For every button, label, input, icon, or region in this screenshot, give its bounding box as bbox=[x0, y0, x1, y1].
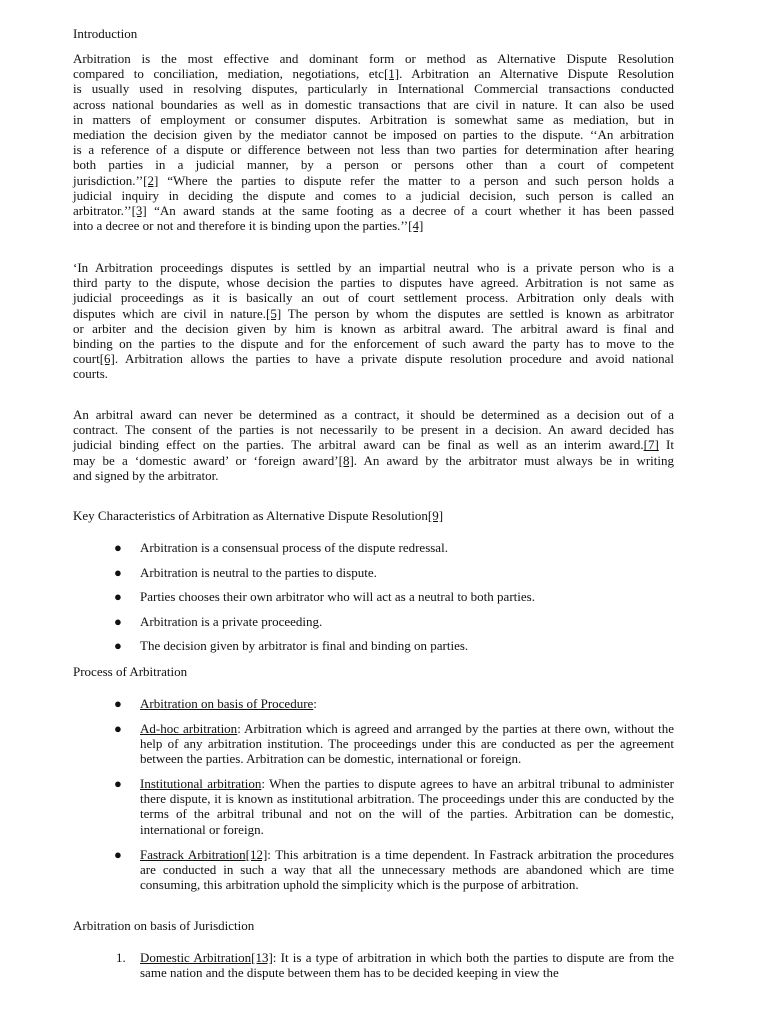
paragraph-line bbox=[73, 81, 674, 96]
footnote-ref-9[interactable]: [9] bbox=[427, 508, 444, 523]
fastrack-text: : This arbitration is a time dependent. In Fastrack arbitration the procedures are conducted in such a way that all the unnecessary methods are abandoned which are time consuming, this arbitration uphold the simplicity which is the purpose of arbitration. bbox=[140, 847, 674, 893]
paragraph-line bbox=[73, 407, 674, 422]
line-text: into a decree or not and therefore it is binding upon the parties.’’ bbox=[73, 218, 409, 234]
line-text-continued: It bbox=[658, 437, 674, 453]
paragraph-line bbox=[73, 351, 674, 366]
footnote-ref[interactable]: [1] bbox=[383, 66, 400, 82]
key-item: Arbitration is a consensual process of the dispute redressal. bbox=[140, 540, 448, 555]
paragraph-award bbox=[73, 407, 674, 483]
paragraph-line bbox=[73, 203, 674, 218]
fastrack-item bbox=[140, 847, 674, 893]
line-text: An arbitral award can never be determined as a contract, it should be determined as a decision out of a bbox=[73, 407, 674, 422]
paragraph-line bbox=[73, 112, 674, 127]
key-item: The decision given by arbitrator is final and binding on parties. bbox=[140, 638, 469, 653]
line-text: or arbiter and the decision given by him is known as arbitral award. The arbitral award is final and bbox=[73, 320, 674, 336]
bullet-icon: ● bbox=[114, 614, 122, 629]
jurisdiction-heading: Arbitration on basis of Jurisdiction bbox=[73, 918, 255, 933]
line-text-continued: “Where the parties to dispute refer the matter to a person and such person holds a bbox=[158, 172, 674, 188]
adhoc-text: : Arbitration which is agreed and arranged by the parties at there own, without the help of any arbitration institution. The proceedings under this are conducted as per the agreement between the parties. Arbitration can be domestic, international or foreign. bbox=[140, 721, 674, 767]
bullet-icon: ● bbox=[114, 540, 122, 555]
line-text: judicial inquiry in deciding the dispute and comes to a judicial decision, such person is called an bbox=[73, 187, 674, 203]
domestic-term: Domestic Arbitration bbox=[140, 950, 252, 965]
footnote-ref[interactable]: [8] bbox=[338, 452, 354, 468]
line-text: and signed by the arbitrator. bbox=[73, 467, 219, 483]
line-text: contract. The consent of the parties is not necessarily to be present in a decision. An award decided has bbox=[73, 422, 674, 438]
line-text: both parties in a judicial manner, by a person or persons other than a court of competent bbox=[73, 157, 674, 173]
line-text: may be a ‘domestic award’ or ‘foreign award’ bbox=[73, 452, 339, 468]
line-text: is usually used in resolving disputes, particularly in International Commercial transactions conducted bbox=[73, 81, 674, 97]
institutional-text: : When the parties to dispute agrees to have an arbitral tribunal to administer there dispute, it is known as institutional arbitration. The proceedings under this are conducted by the terms of the arbitral tribunal and not on the will of the parties. Arbitration can be domestic, international or foreign. bbox=[140, 776, 674, 837]
footnote-ref[interactable]: [3] bbox=[131, 203, 147, 219]
list-number: 1. bbox=[116, 950, 126, 965]
line-text: court bbox=[73, 351, 100, 367]
paragraph-line bbox=[73, 366, 674, 381]
paragraph-line bbox=[73, 142, 674, 157]
footnote-ref-12[interactable]: [12] bbox=[245, 847, 268, 862]
line-text: disputes which are civil in nature. bbox=[73, 305, 267, 321]
bullet-icon: ● bbox=[114, 776, 122, 791]
paragraph-line bbox=[73, 173, 674, 188]
process-heading: Process of Arbitration bbox=[73, 664, 188, 679]
line-text: courts. bbox=[73, 366, 109, 382]
paragraph-line bbox=[73, 260, 674, 275]
footnote-ref[interactable]: [2] bbox=[143, 172, 159, 188]
line-text: arbitrator.’’ bbox=[73, 203, 132, 219]
paragraph-line bbox=[73, 437, 674, 452]
line-text-continued: The person by whom the disputes are settled is known as arbitrator bbox=[281, 305, 675, 321]
line-text: is a reference of a dispute or difference between not less than two parties for determination after hearing bbox=[73, 142, 674, 158]
domestic-text: : It is a type of arbitration in which both the parties to dispute are from the same nation and the dispute between them has to be decided keeping in view the bbox=[140, 950, 674, 981]
line-text-continued: . Arbitration allows the parties to have a private dispute resolution procedure and avoid national bbox=[114, 351, 674, 367]
institutional-term: Institutional arbitration bbox=[140, 776, 262, 791]
line-text: Arbitration is the most effective and dominant form or method as Alternative Dispute Resolution bbox=[73, 51, 674, 66]
domestic-item bbox=[140, 950, 674, 980]
bullet-icon: ● bbox=[114, 638, 122, 653]
footnote-ref[interactable]: [6] bbox=[99, 351, 115, 367]
paragraph-proceedings bbox=[73, 260, 674, 382]
key-item: Arbitration is neutral to the parties to dispute. bbox=[140, 565, 377, 580]
footnote-ref-13[interactable]: [13] bbox=[251, 950, 273, 965]
paragraph-line bbox=[73, 290, 674, 305]
line-text: third party to the dispute, whose decision the parties to disputes have agreed. Arbitration is not same as bbox=[73, 275, 674, 291]
bullet-icon: ● bbox=[114, 847, 122, 862]
line-text-continued: . An award by the arbitrator must always be in writing bbox=[353, 452, 674, 468]
footnote-ref[interactable]: [5] bbox=[266, 305, 282, 321]
paragraph-line bbox=[73, 127, 674, 142]
paragraph-line bbox=[73, 468, 674, 483]
paragraph-line bbox=[73, 66, 674, 81]
paragraph-line bbox=[73, 336, 674, 351]
procedure-basis-item bbox=[140, 696, 674, 711]
paragraph-line bbox=[73, 321, 674, 336]
paragraph-line bbox=[73, 188, 674, 203]
paragraph-line bbox=[73, 453, 674, 468]
paragraph-line bbox=[73, 275, 674, 290]
line-text: compared to conciliation, mediation, negotiations, etc bbox=[73, 66, 384, 82]
footnote-ref[interactable]: [4] bbox=[408, 218, 424, 234]
key-heading-text: Key Characteristics of Arbitration as Alternative Dispute Resolution bbox=[73, 508, 428, 523]
line-text: binding on the parties to the dispute and for the enforcement of such award the party has to move to the bbox=[73, 336, 674, 352]
line-text: mediation the decision given by the mediator cannot be imposed on parties to the dispute. ‘‘An arbitration bbox=[73, 127, 674, 143]
bullet-icon: ● bbox=[114, 696, 122, 711]
bullet-icon: ● bbox=[114, 565, 122, 580]
paragraph-intro bbox=[73, 51, 674, 233]
line-text: judicial proceedings as it is basically an out of court settlement process. Arbitration only deals with bbox=[73, 290, 674, 306]
paragraph-line bbox=[73, 97, 674, 112]
key-item: Parties chooses their own arbitrator who will act as a neutral to both parties. bbox=[140, 589, 535, 604]
paragraph-line bbox=[73, 218, 674, 233]
paragraph-line bbox=[73, 157, 674, 172]
line-text: in matters of employment or consumer disputes. Arbitration is somewhat same as mediation, but in bbox=[73, 111, 674, 127]
procedure-basis-label: Arbitration on basis of Procedure bbox=[140, 696, 314, 711]
line-text-continued: . Arbitration an Alternative Dispute Resolution bbox=[399, 66, 674, 82]
paragraph-line bbox=[73, 422, 674, 437]
key-item: Arbitration is a private proceeding. bbox=[140, 614, 323, 629]
bullet-icon: ● bbox=[114, 589, 122, 604]
paragraph-line bbox=[73, 51, 674, 66]
bullet-icon: ● bbox=[114, 721, 122, 736]
line-text: judicial binding effect on the parties. The arbitral award can be final as well as an interim award. bbox=[73, 437, 644, 453]
adhoc-term: Ad-hoc arbitration bbox=[140, 721, 238, 736]
institutional-item bbox=[140, 776, 674, 837]
introduction-heading: Introduction bbox=[73, 26, 138, 41]
line-text: ‘In Arbitration proceedings disputes is settled by an impartial neutral who is a private person who is a bbox=[73, 260, 674, 275]
line-text: across national boundaries as well as in domestic transactions that are civil in nature. It can also be used bbox=[73, 96, 674, 112]
line-text: jurisdiction.’’ bbox=[73, 172, 144, 188]
fastrack-term: Fastrack Arbitration bbox=[140, 847, 246, 862]
procedure-basis-colon: : bbox=[313, 696, 317, 711]
key-characteristics-heading bbox=[73, 508, 443, 523]
line-text-continued: “An award stands at the same footing as a decree of a court whether it has been passed bbox=[146, 203, 674, 219]
adhoc-item bbox=[140, 721, 674, 767]
footnote-ref[interactable]: [7] bbox=[643, 437, 659, 453]
paragraph-line bbox=[73, 306, 674, 321]
